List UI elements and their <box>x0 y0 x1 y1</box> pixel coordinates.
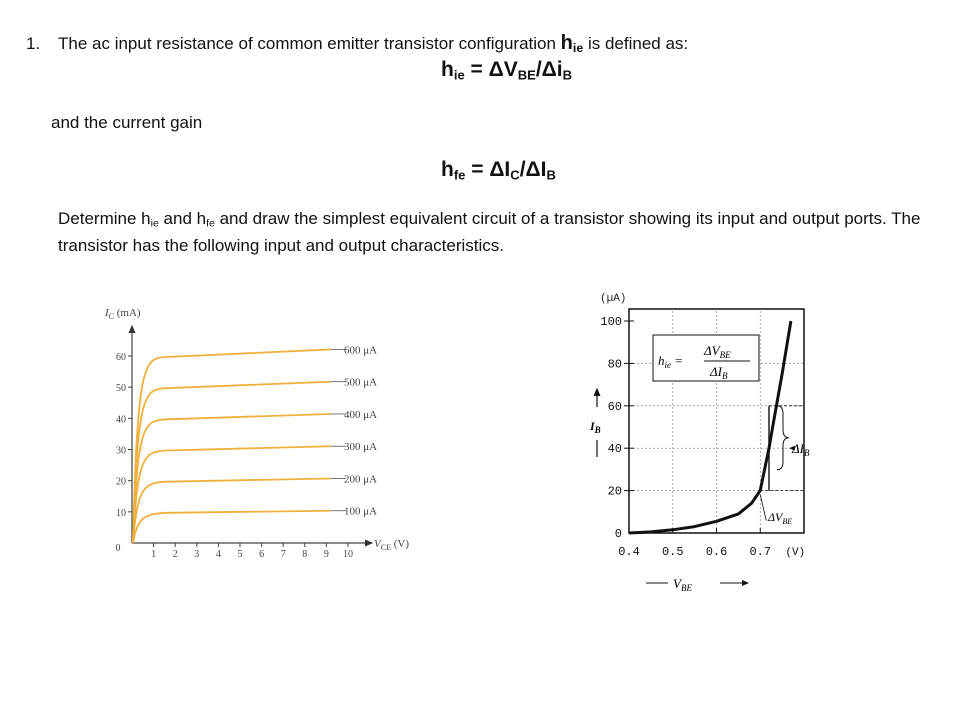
instruction-paragraph: Determine $h_{ie}$ and $h_{fe}$ and draw the simplest equivalent circuit of a transistor showing its input and output ports. The transistor has the following input and output characteristics. <box>58 209 921 255</box>
oc-x-tick-label: 3 <box>194 549 200 560</box>
ic-x-tick-label: 0.5 <box>661 545 684 559</box>
svg-text:hie =: $h_{ie}$ = <box>658 353 684 370</box>
oc-x-tick-label: 5 <box>237 549 243 560</box>
ic-xlabel: $V_{BE}$ <box>673 576 692 593</box>
input-characteristics-chart <box>580 285 840 595</box>
question-intro: The ac input resistance of common emitter transistor configuration <box>58 34 561 53</box>
svg-text:ΔIB: $\Delta I_B$ <box>710 364 728 381</box>
ic-y-tick-label: 80 <box>607 357 622 372</box>
oc-ticks <box>116 352 354 560</box>
oc-y-tick-label: 60 <box>116 352 126 363</box>
delta-vbe-label: $\Delta V_{BE}$ <box>768 510 793 526</box>
oc-ylabel: $I_C$ (mA) <box>105 307 141 321</box>
oc-x-tick-label: 7 <box>280 549 286 560</box>
oc-series-label: 200 μA <box>344 473 378 486</box>
ic-y-tick-label: 40 <box>607 442 622 457</box>
oc-xlabel: $V_{CE}$ (V) <box>374 538 409 552</box>
hie-annotation <box>653 335 759 381</box>
oc-curve-labels <box>331 344 377 517</box>
ic-ylabel <box>589 389 601 457</box>
oc-x-tick-label: 6 <box>259 549 265 560</box>
oc-series-line <box>133 511 331 543</box>
oc-x-tick-label: 4 <box>215 549 221 560</box>
ic-y-tick-label: 60 <box>607 399 622 414</box>
oc-x-tick-label: 2 <box>172 549 178 560</box>
delta-annotations <box>760 406 810 526</box>
oc-series-label: 100 μA <box>344 505 378 518</box>
question-line <box>26 32 688 55</box>
oc-y-tick-label: 10 <box>116 507 126 519</box>
oc-y-tick-label: 50 <box>116 383 126 395</box>
oc-series-label: 500 μA <box>344 376 378 389</box>
oc-series-label: 600 μA <box>344 344 378 357</box>
ic-y-tick-label: 0 <box>614 527 622 541</box>
current-gain-text: and the current gain <box>51 113 203 132</box>
output-characteristics-chart <box>100 296 445 566</box>
oc-x-tick-label: 9 <box>323 549 329 560</box>
oc-x-tick-label: 0 <box>115 543 121 554</box>
ic-x-unit: (V) <box>785 547 806 559</box>
svg-text:IB: $I_B$ <box>590 419 601 435</box>
question-intro-tail: is defined as: <box>583 34 689 53</box>
ic-y-tick-label: 100 <box>600 315 622 329</box>
oc-series-label: 400 μA <box>344 408 378 421</box>
delta-vbe-leader <box>760 495 766 521</box>
delta-ib-brace <box>777 406 789 470</box>
oc-series-label: 300 μA <box>344 441 378 454</box>
oc-series-line <box>133 446 331 543</box>
formula-hie: $h_{ie} = \Delta V_{BE}/\Delta i_B$ <box>441 58 572 83</box>
oc-x-tick-label: 10 <box>343 549 353 560</box>
ic-x-tick-label: 0.7 <box>749 545 772 559</box>
oc-y-tick-label: 40 <box>116 414 126 426</box>
ic-y-tick-label: 20 <box>607 484 622 499</box>
oc-series-line <box>133 382 331 543</box>
delta-ib-label: $\Delta I_B$ <box>792 441 810 458</box>
formula-hfe: $h_{fe} = \Delta I_C/\Delta I_B$ <box>441 158 556 183</box>
question-number: 1. <box>26 34 41 53</box>
ic-yunit: (µA) <box>600 293 627 305</box>
oc-curves <box>133 349 331 543</box>
ic-x-tick-label: 0.6 <box>705 545 728 559</box>
oc-x-tick-label: 8 <box>302 549 308 560</box>
svg-text:ΔVBE: $\Delta V_{BE}$ <box>704 343 731 360</box>
ic-x-tick-label: 0.4 <box>618 545 640 559</box>
oc-y-tick-label: 20 <box>116 476 126 488</box>
oc-y-tick-label: 30 <box>116 445 126 457</box>
hie-symbol: $h_{ie}$ <box>560 32 584 56</box>
oc-x-tick-label: 1 <box>151 549 157 560</box>
